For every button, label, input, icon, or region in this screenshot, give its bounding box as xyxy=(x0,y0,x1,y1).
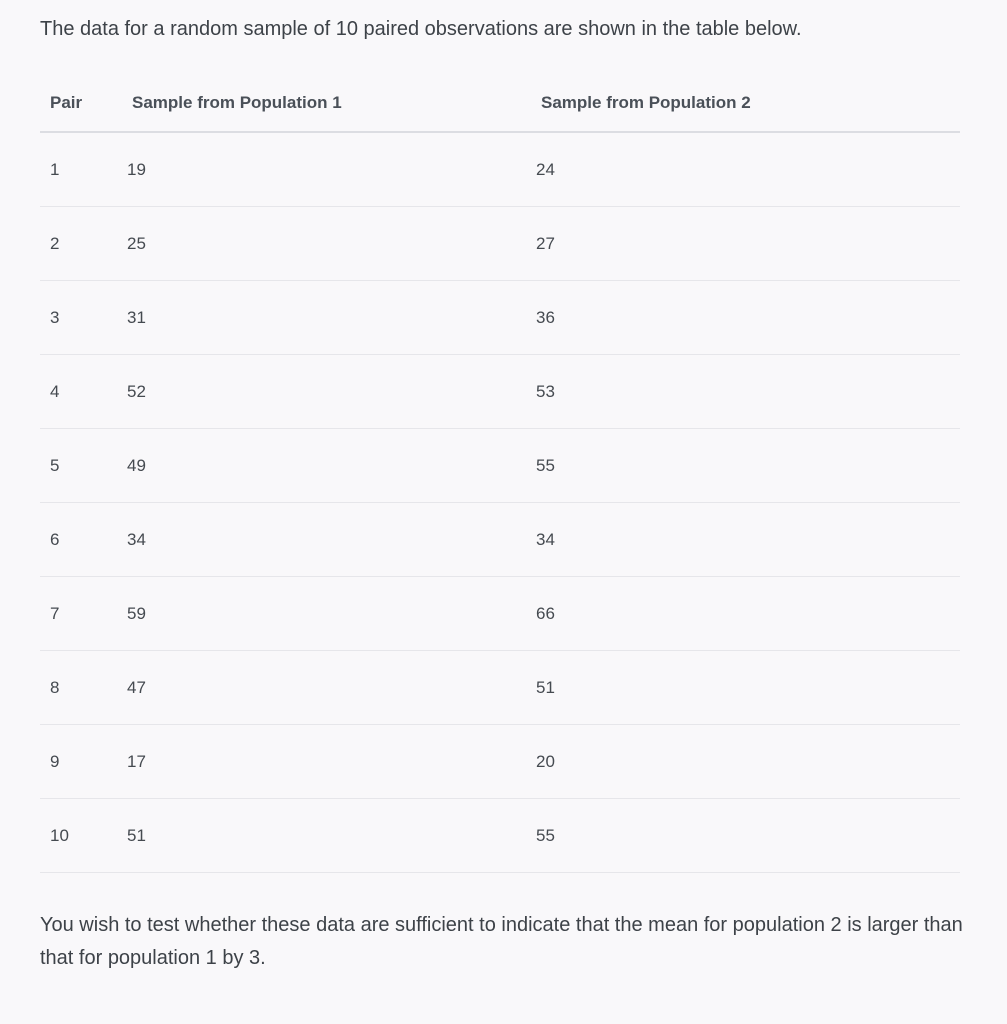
cell-population-1: 59 xyxy=(123,577,532,651)
cell-pair: 3 xyxy=(40,281,123,355)
cell-pair: 2 xyxy=(40,207,123,281)
header-pair: Pair xyxy=(40,75,123,132)
table-row xyxy=(40,429,960,503)
table-row xyxy=(40,799,960,873)
cell-pair: 6 xyxy=(40,503,123,577)
table-row xyxy=(40,132,960,207)
cell-population-1: 17 xyxy=(123,725,532,799)
cell-population-1: 19 xyxy=(123,132,532,207)
cell-population-2: 20 xyxy=(532,725,960,799)
intro-text: The data for a random sample of 10 paired observations are shown in the table below. xyxy=(40,18,802,40)
cell-population-1: 34 xyxy=(123,503,532,577)
cell-population-2: 66 xyxy=(532,577,960,651)
cell-population-1: 52 xyxy=(123,355,532,429)
cell-population-2: 51 xyxy=(532,651,960,725)
cell-population-1: 31 xyxy=(123,281,532,355)
cell-population-1: 51 xyxy=(123,799,532,873)
cell-pair: 1 xyxy=(40,132,123,207)
table-row xyxy=(40,207,960,281)
cell-pair: 8 xyxy=(40,651,123,725)
table-row xyxy=(40,577,960,651)
header-population-1: Sample from Population 1 xyxy=(123,75,532,132)
header-population-2: Sample from Population 2 xyxy=(532,75,960,132)
cell-pair: 9 xyxy=(40,725,123,799)
table-row xyxy=(40,651,960,725)
cell-pair: 10 xyxy=(40,799,123,873)
cell-population-2: 24 xyxy=(532,132,960,207)
question-text: You wish to test whether these data are sufficient to indicate that the mean for population 2 is larger than that for population 1 by 3. xyxy=(40,914,963,969)
cell-population-2: 34 xyxy=(532,503,960,577)
table-row xyxy=(40,355,960,429)
cell-population-2: 27 xyxy=(532,207,960,281)
paired-observations-table xyxy=(40,75,960,873)
table-header-row xyxy=(40,75,960,132)
cell-population-1: 49 xyxy=(123,429,532,503)
cell-population-2: 55 xyxy=(532,799,960,873)
cell-pair: 4 xyxy=(40,355,123,429)
cell-population-1: 25 xyxy=(123,207,532,281)
cell-population-2: 36 xyxy=(532,281,960,355)
cell-population-1: 47 xyxy=(123,651,532,725)
cell-population-2: 55 xyxy=(532,429,960,503)
cell-pair: 5 xyxy=(40,429,123,503)
table-row xyxy=(40,725,960,799)
table-row xyxy=(40,503,960,577)
cell-population-2: 53 xyxy=(532,355,960,429)
table-row xyxy=(40,281,960,355)
cell-pair: 7 xyxy=(40,577,123,651)
